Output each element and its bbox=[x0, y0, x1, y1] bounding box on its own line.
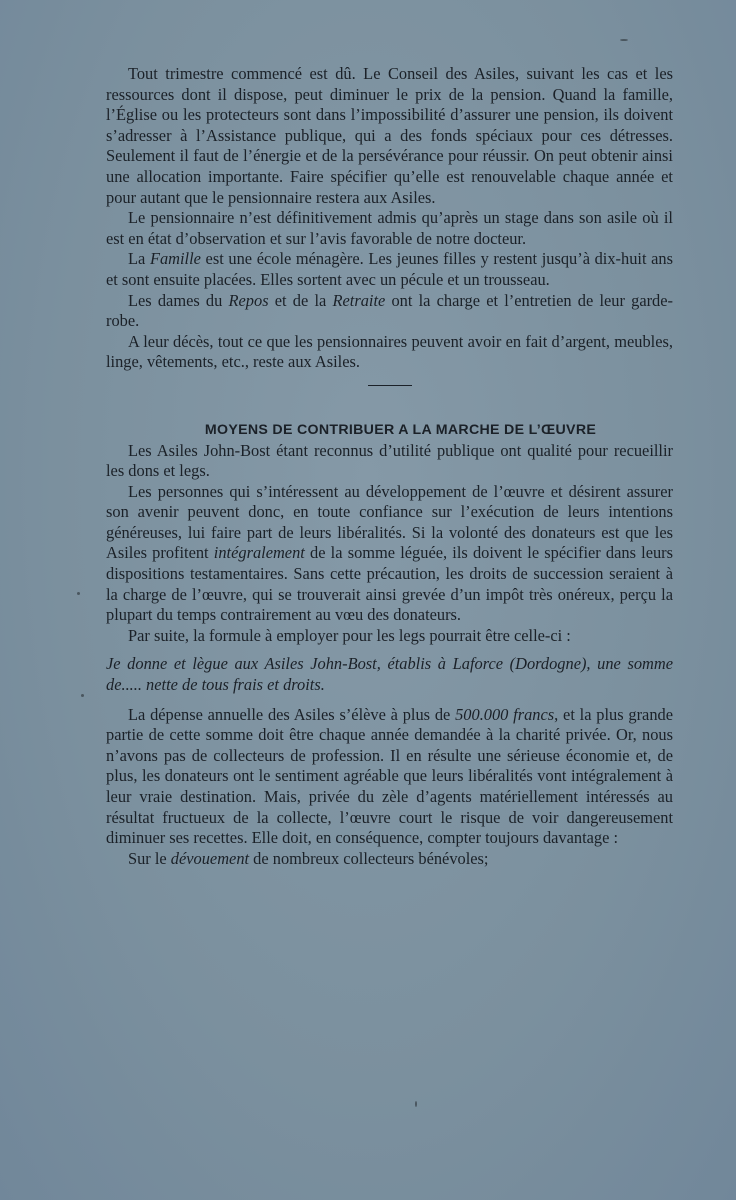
text-run: Les dames du bbox=[128, 290, 229, 310]
paper-speck bbox=[77, 592, 80, 595]
paragraph bbox=[106, 482, 673, 626]
paragraph bbox=[106, 291, 673, 332]
paragraph bbox=[106, 849, 673, 870]
paragraph bbox=[106, 249, 673, 290]
text-run: et de la bbox=[268, 290, 333, 310]
paragraph: A leur décès, tout ce que les pensionnaires peuvent avoir en fait d’argent, meubles, linge, vêtements, etc., reste aux Asiles. bbox=[106, 331, 673, 372]
section-divider bbox=[368, 385, 412, 386]
paper-speck bbox=[81, 694, 84, 697]
emphasis: Repos bbox=[228, 290, 269, 310]
text-run: Sur le bbox=[128, 848, 171, 868]
paper-speck bbox=[415, 1101, 417, 1107]
paper-speck bbox=[620, 39, 628, 41]
paragraph: Le pensionnaire n’est définitivement admis qu’après un stage dans son asile où il est en état d’observation et sur l’avis favorable de notre docteur. bbox=[106, 208, 673, 248]
document-page bbox=[106, 64, 673, 869]
text-run: de la somme léguée, ils doivent le spécifier dans leurs dispositions testamentaires. Sans cette précaution, les droits de succession seraient à la charge de l’œuvre, qui se trouverait ainsi grevée d’un impôt très onéreux, perçu la plupart du temps contrairement au vœu des donateurs. bbox=[106, 543, 673, 625]
text-run: ont la charge et l’entretien de leur garde-robe. bbox=[106, 290, 673, 331]
emphasis: dévouement bbox=[170, 848, 250, 868]
text-run: est une école ménagère. Les jeunes filles y restent jusqu’à dix-huit ans et sont ensuite placées. Elles sortent avec un pécule et un trousseau. bbox=[106, 249, 673, 289]
paragraph bbox=[106, 705, 673, 849]
emphasis: Retraite bbox=[332, 290, 386, 310]
bequest-formula: Je donne et lègue aux Asiles John-Bost, établis à Laforce (Dordogne), une somme de..... nette de tous frais et droits. bbox=[106, 654, 673, 695]
emphasis: 500.000 francs bbox=[455, 704, 555, 724]
emphasis: intégralement bbox=[213, 543, 305, 563]
paragraph: Tout trimestre commencé est dû. Le Conseil des Asiles, suivant les cas et les ressources dont il dispose, peut diminuer le prix de la pension. Quand la famille, l’Église ou les protecteurs sont dans l’impossibilité d’assurer une pension, ils doivent s’adresser à l’Assistance publique, qui a des fonds spéciaux pour ces détresses. Seulement il faut de l’énergie et de la persévérance pour réussir. On peut obtenir ainsi une allocation importante. Faire spécifier qu’elle est renouvelable chaque année et pour autant que le pensionnaire restera aux Asiles. bbox=[106, 64, 673, 207]
text-run: La bbox=[128, 249, 150, 269]
emphasis: Famille bbox=[149, 249, 201, 269]
text-run: Les personnes qui s’intéressent au développement de l’œuvre et désirent assurer son avenir peuvent donc, en toute confiance sur l’exécution de leurs intentions généreuses, lui faire part de leurs libéralités. Si la volonté des donateurs est que les Asiles profitent bbox=[106, 481, 673, 563]
text-run: La dépense annuelle des Asiles s’élève à plus de bbox=[128, 704, 456, 724]
section-heading: MOYENS DE CONTRIBUER A LA MARCHE DE L’ŒUVRE bbox=[204, 421, 597, 438]
paragraph: Les Asiles John-Bost étant reconnus d’utilité publique ont qualité pour recueillir les dons et legs. bbox=[106, 440, 673, 481]
text-run: , et la plus grande partie de cette somme doit être chaque année demandée à la charité privée. Or, nous n’avons pas de collecteurs de profession. Il en résulte une sérieuse économie et, de plus, les donateurs ont le sentiment agréable que leurs libéralités vont intégralement à leur vraie destination. Mais, privée du zèle d’agents matériellement intéressés au résultat fructueux de la collecte, l’œuvre court le risque de voir dangereusement diminuer ses recettes. Elle doit, en conséquence, compter toujours davantage : bbox=[106, 704, 673, 848]
paragraph: Par suite, la formule à employer pour les legs pourrait être celle-ci : bbox=[128, 625, 571, 645]
text-run: de nombreux collecteurs bénévoles; bbox=[249, 848, 489, 868]
